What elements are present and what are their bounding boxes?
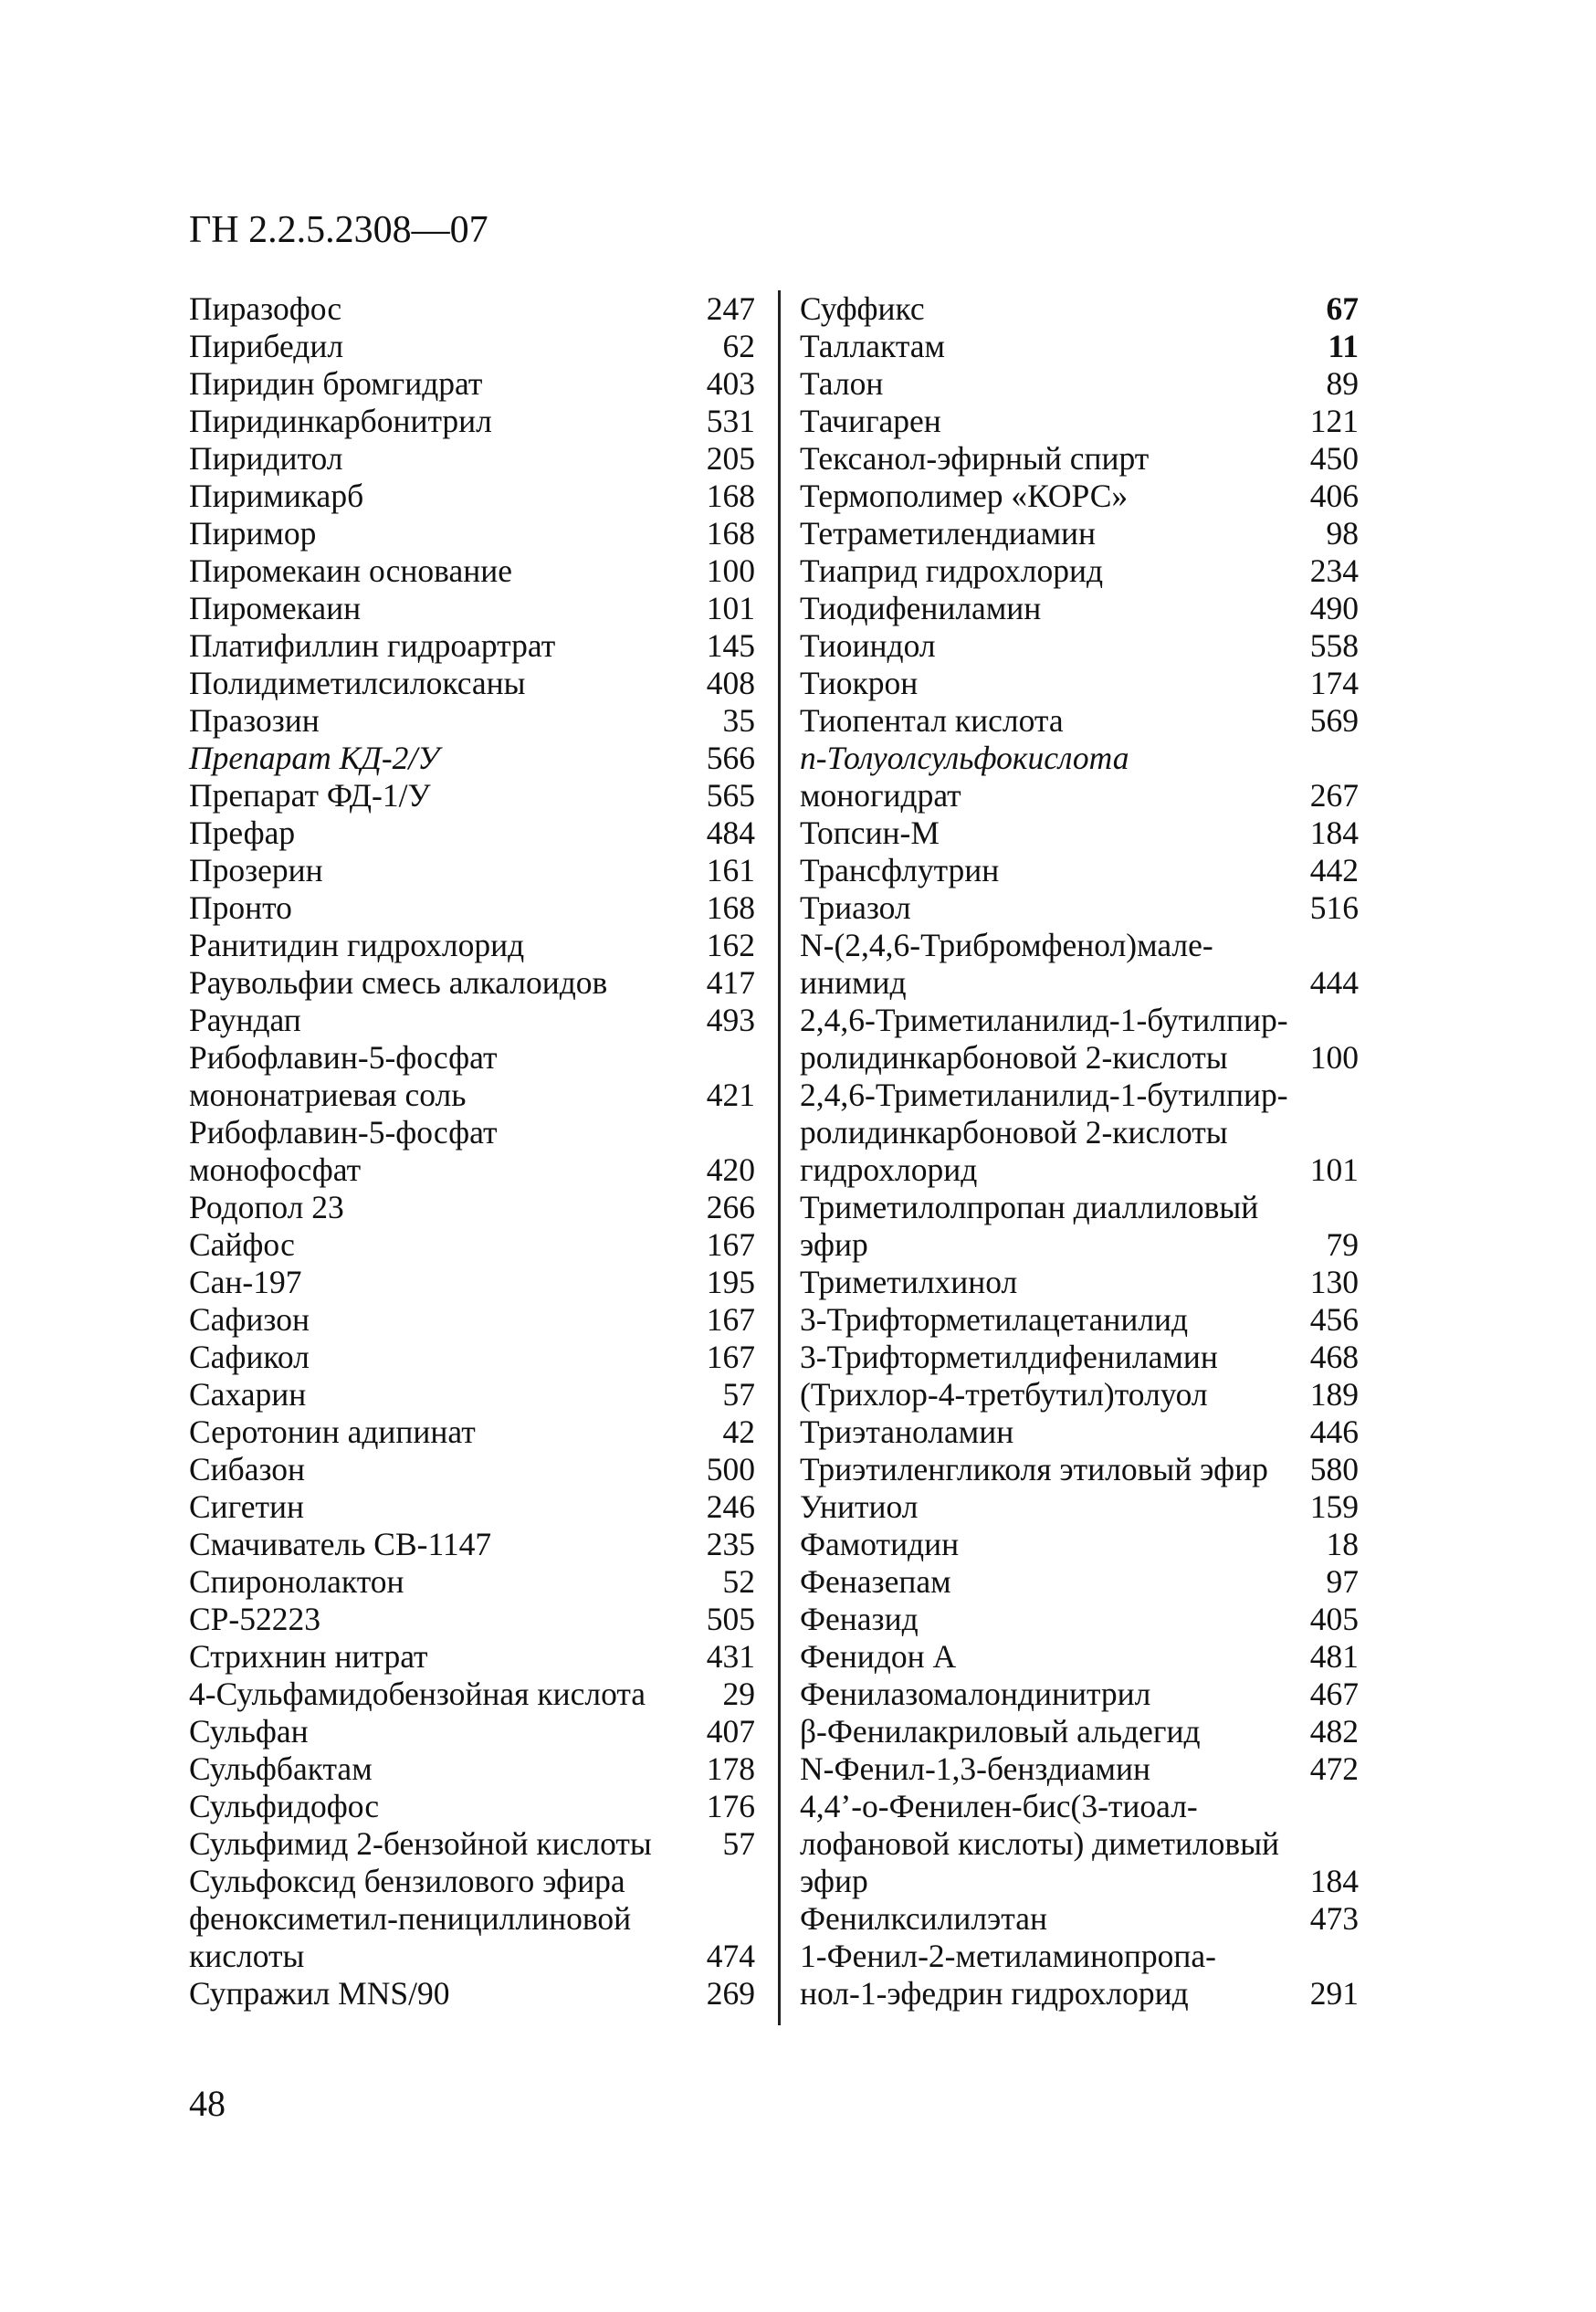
index-entry: [189, 702, 755, 740]
index-entry: [189, 1114, 755, 1189]
entry-name: 4-Сульфамидобензойная кислота: [189, 1676, 646, 1712]
index-entry: [189, 478, 755, 515]
entry-name: Фенидон А: [800, 1638, 957, 1675]
index-entry: [800, 1002, 1359, 1077]
index-entry: [800, 665, 1359, 702]
entry-name: Тексанол-эфирный спирт: [800, 440, 1150, 477]
entry-page-number: 484: [706, 814, 755, 851]
index-entry: [800, 1301, 1359, 1339]
entry-page-number: 57: [722, 1376, 755, 1413]
index-entry: [189, 1002, 755, 1039]
index-entry: [800, 1638, 1359, 1676]
entry-name: Сафизон: [189, 1301, 310, 1338]
entry-page-number: 52: [722, 1563, 755, 1600]
entry-name: Суффикс: [800, 290, 925, 327]
entry-name: Тиокрон: [800, 665, 919, 701]
entry-name: Сайфос: [189, 1226, 295, 1263]
index-entry: [189, 1039, 755, 1114]
index-entry: [800, 328, 1359, 365]
entry-name: Унитиол: [800, 1488, 919, 1525]
index-entry: [189, 1488, 755, 1526]
index-entry: [189, 964, 755, 1002]
entry-page-number: 184: [1309, 814, 1359, 851]
entry-page-number: 417: [706, 964, 755, 1001]
index-entry: [800, 814, 1359, 852]
entry-page-number: 100: [1309, 1039, 1359, 1076]
entry-page-number: 569: [1309, 702, 1359, 739]
entry-page-number: 467: [1309, 1676, 1359, 1712]
entry-name: 2,4,6-Триметиланилид-1-бутилпир- ролидинкарбоновой 2-кислоты гидрохлорид: [800, 1077, 1288, 1188]
entry-page-number: 101: [706, 590, 755, 626]
index-entry: [800, 552, 1359, 590]
entry-name: Сульфоксид бензилового эфира феноксиметил-пенициллиновой кислоты: [189, 1863, 632, 1974]
entry-page-number: 482: [1309, 1713, 1359, 1750]
entry-name: Тиопентал кислота: [800, 702, 1064, 739]
entry-page-number: 431: [706, 1638, 755, 1675]
index-entry: [800, 1938, 1359, 2012]
entry-page-number: 235: [706, 1526, 755, 1562]
index-entry: [189, 1376, 755, 1413]
entry-page-number: 516: [1309, 889, 1359, 926]
entry-page-number: 205: [706, 440, 755, 477]
entry-name: Стрихнин нитрат: [189, 1638, 428, 1675]
index-entry: [800, 1189, 1359, 1264]
entry-name: СР-52223: [189, 1601, 320, 1637]
column-divider: [778, 290, 781, 2025]
entry-page-number: 468: [1309, 1339, 1359, 1375]
entry-name: Таллактам: [800, 328, 946, 364]
index-entry: [189, 440, 755, 478]
index-entry: [800, 403, 1359, 440]
entry-page-number: 167: [706, 1301, 755, 1338]
entry-page-number: 405: [1309, 1601, 1359, 1637]
entry-name: Термополимер «КОРС»: [800, 478, 1129, 514]
entry-name: Трансфлутрин: [800, 852, 1000, 888]
entry-name: Сафикол: [189, 1339, 310, 1375]
entry-name: Фенилксилилэтан: [800, 1900, 1047, 1937]
entry-name: Пиридинкарбонитрил: [189, 403, 492, 439]
index-entry: [800, 1676, 1359, 1713]
entry-name: Тиоиндол: [800, 627, 936, 664]
entry-name: Префар: [189, 814, 296, 851]
entry-page-number: 168: [706, 889, 755, 926]
entry-page-number: 472: [1309, 1750, 1359, 1787]
entry-page-number: 145: [706, 627, 755, 664]
index-entry: [800, 1077, 1359, 1189]
index-entry: [189, 1339, 755, 1376]
entry-page-number: 18: [1326, 1526, 1359, 1562]
entry-name: Сан-197: [189, 1264, 302, 1300]
index-entry: [800, 889, 1359, 927]
entry-page-number: 29: [722, 1676, 755, 1712]
entry-page-number: 456: [1309, 1301, 1359, 1338]
entry-page-number: 266: [706, 1189, 755, 1225]
index-entry: [189, 1226, 755, 1264]
index-column-left: [189, 290, 755, 2012]
entry-page-number: 269: [706, 1975, 755, 2012]
entry-page-number: 565: [706, 777, 755, 814]
entry-name: п-Толуолсульфокислота: [800, 740, 1129, 776]
entry-page-number: 195: [706, 1264, 755, 1300]
entry-page-number: 407: [706, 1713, 755, 1750]
index-entry: [189, 328, 755, 365]
document-header: ГН 2.2.5.2308—07: [189, 209, 488, 251]
entry-page-number: 566: [706, 740, 755, 776]
index-entry: [189, 403, 755, 440]
entry-page-number: 98: [1326, 515, 1359, 552]
entry-page-number: 246: [706, 1488, 755, 1525]
index-entry: [800, 627, 1359, 665]
entry-name: Сульфбактам: [189, 1750, 373, 1787]
index-entry: [800, 852, 1359, 889]
index-entry: [800, 440, 1359, 478]
entry-page-number: 35: [722, 702, 755, 739]
entry-page-number: 473: [1309, 1900, 1359, 1937]
entry-page-number: 446: [1309, 1413, 1359, 1450]
entry-page-number: 505: [706, 1601, 755, 1637]
entry-name: Тетраметилендиамин: [800, 515, 1097, 552]
entry-name: N-Фенил-1,3-бенздиамин: [800, 1750, 1150, 1787]
entry-name: Пирибедил: [189, 328, 344, 364]
entry-name: Сибазон: [189, 1451, 306, 1487]
entry-page-number: 57: [722, 1825, 755, 1862]
entry-page-number: 558: [1309, 627, 1359, 664]
entry-page-number: 121: [1309, 403, 1359, 439]
entry-name: Полидиметилсилоксаны: [189, 665, 526, 701]
index-entry: [800, 740, 1359, 777]
entry-name: Тачигарен: [800, 403, 941, 439]
entry-name: Сахарин: [189, 1376, 307, 1413]
entry-name: Триазол: [800, 889, 911, 926]
index-entry: [800, 1563, 1359, 1601]
entry-name: Сульфимид 2-бензойной кислоты: [189, 1825, 652, 1862]
entry-name: Спиронолактон: [189, 1563, 404, 1600]
entry-name: Препарат ФД-1/У: [189, 777, 431, 814]
entry-page-number: 420: [706, 1151, 755, 1188]
index-entry: [189, 1750, 755, 1788]
entry-page-number: 67: [1326, 290, 1359, 327]
entry-page-number: 247: [706, 290, 755, 327]
entry-name: Пиримор: [189, 515, 317, 552]
entry-name: Ранитидин гидрохлорид: [189, 927, 525, 963]
entry-name: 1-Фенил-2-метиламинопропа- нол-1-эфедрин гидрохлорид: [800, 1938, 1216, 2012]
entry-name: Пиримикарб: [189, 478, 364, 514]
index-entry: [800, 290, 1359, 328]
index-entry: [189, 627, 755, 665]
index-entry: [189, 1863, 755, 1975]
entry-name: Смачиватель СВ-1147: [189, 1526, 492, 1562]
entry-name: Платифиллин гидроартрат: [189, 627, 556, 664]
entry-name: 4,4’-о-Фенилен-бис(3-тиоал- лофановой кислоты) диметиловый эфир: [800, 1788, 1280, 1899]
entry-page-number: 168: [706, 515, 755, 552]
index-entry: [189, 1788, 755, 1825]
index-entry: [189, 665, 755, 702]
index-entry: [189, 927, 755, 964]
entry-page-number: 101: [1309, 1151, 1359, 1188]
entry-name: Родопол 23: [189, 1189, 344, 1225]
entry-name: Тиаприд гидрохлорид: [800, 552, 1104, 589]
index-column-right: [800, 290, 1359, 2012]
index-entry: [800, 1376, 1359, 1413]
entry-name: Топсин-М: [800, 814, 940, 851]
index-entry: [189, 1676, 755, 1713]
index-entry: [189, 852, 755, 889]
index-entry: [800, 927, 1359, 1002]
entry-page-number: 580: [1309, 1451, 1359, 1487]
index-entry: [800, 1488, 1359, 1526]
entry-page-number: 408: [706, 665, 755, 701]
entry-page-number: 176: [706, 1788, 755, 1824]
index-entry: [189, 1264, 755, 1301]
index-entry: [189, 740, 755, 777]
entry-page-number: 42: [722, 1413, 755, 1450]
entry-page-number: 291: [1309, 1975, 1359, 2012]
entry-name: Пиромекаин: [189, 590, 362, 626]
entry-page-number: 450: [1309, 440, 1359, 477]
entry-page-number: 168: [706, 478, 755, 514]
entry-page-number: 500: [706, 1451, 755, 1487]
entry-page-number: 234: [1309, 552, 1359, 589]
entry-page-number: 493: [706, 1002, 755, 1038]
index-entry: [800, 702, 1359, 740]
entry-name: Раундап: [189, 1002, 301, 1038]
entry-name: 2,4,6-Триметиланилид-1-бутилпир- ролидинкарбоновой 2-кислоты: [800, 1002, 1288, 1076]
entry-page-number: 178: [706, 1750, 755, 1787]
index-entry: [189, 777, 755, 814]
index-entry: [189, 889, 755, 927]
entry-name: Празозин: [189, 702, 320, 739]
page-number: 48: [189, 2083, 226, 2124]
index-entry: [189, 1713, 755, 1750]
entry-page-number: 79: [1326, 1226, 1359, 1263]
index-entry: [189, 1301, 755, 1339]
index-entry: [189, 1451, 755, 1488]
entry-page-number: 406: [1309, 478, 1359, 514]
index-entry: [189, 365, 755, 403]
entry-name: Триметилхинол: [800, 1264, 1018, 1300]
index-entry: [189, 515, 755, 552]
index-entry: [189, 552, 755, 590]
index-entry: [800, 1413, 1359, 1451]
entry-page-number: 11: [1328, 328, 1359, 364]
entry-name: Феназепам: [800, 1563, 951, 1600]
entry-name: Прозерин: [189, 852, 323, 888]
index-entry: [189, 1825, 755, 1863]
entry-name: Феназид: [800, 1601, 919, 1637]
entry-name: Фенилазомалондинитрил: [800, 1676, 1151, 1712]
index-entry: [800, 1526, 1359, 1563]
entry-name: Пиридитол: [189, 440, 343, 477]
entry-name: Раувольфии смесь алкалоидов: [189, 964, 608, 1001]
entry-name: Пиромекаин основание: [189, 552, 512, 589]
entry-page-number: 161: [706, 852, 755, 888]
entry-name: Препарат КД-2/У: [189, 740, 440, 776]
index-entry: [800, 365, 1359, 403]
entry-name: Супражил MNS/90: [189, 1975, 450, 2012]
entry-name: 3-Трифторметилацетанилид: [800, 1301, 1189, 1338]
index-entry: [189, 590, 755, 627]
entry-page-number: 89: [1326, 365, 1359, 402]
entry-page-number: 62: [722, 328, 755, 364]
index-entry: [800, 515, 1359, 552]
entry-name: 3-Трифторметилдифениламин: [800, 1339, 1218, 1375]
entry-name: Пронто: [189, 889, 292, 926]
entry-page-number: 474: [706, 1938, 755, 1974]
entry-page-number: 167: [706, 1226, 755, 1263]
entry-page-number: 189: [1309, 1376, 1359, 1413]
entry-page-number: 100: [706, 552, 755, 589]
entry-page-number: 531: [706, 403, 755, 439]
index-entry: [800, 1339, 1359, 1376]
entry-page-number: 267: [1309, 777, 1359, 814]
entry-name: Триэтиленгликоля этиловый эфир: [800, 1451, 1268, 1487]
entry-page-number: 442: [1309, 852, 1359, 888]
entry-name: Пиразофос: [189, 290, 342, 327]
index-entry: [189, 1413, 755, 1451]
entry-page-number: 97: [1326, 1563, 1359, 1600]
entry-name: Серотонин адипинат: [189, 1413, 476, 1450]
index-entry: [800, 1900, 1359, 1938]
entry-name: Пиридин бромгидрат: [189, 365, 483, 402]
entry-name: Рибофлавин-5-фосфат мононатриевая соль: [189, 1039, 498, 1113]
entry-name: Триэтаноламин: [800, 1413, 1014, 1450]
entry-name: (Трихлор-4-третбутил)толуол: [800, 1376, 1208, 1413]
index-entry: [800, 1601, 1359, 1638]
index-entry: [800, 590, 1359, 627]
index-entry: [800, 777, 1359, 814]
entry-page-number: 162: [706, 927, 755, 963]
index-entry: [189, 1563, 755, 1601]
entry-page-number: 481: [1309, 1638, 1359, 1675]
entry-name: Сульфидофос: [189, 1788, 380, 1824]
entry-page-number: 421: [706, 1077, 755, 1113]
index-entry: [189, 290, 755, 328]
entry-name: Рибофлавин-5-фосфат монофосфат: [189, 1114, 498, 1188]
entry-name: Сигетин: [189, 1488, 305, 1525]
index-entry: [189, 1189, 755, 1226]
entry-page-number: 184: [1309, 1863, 1359, 1899]
index-entry: [189, 1601, 755, 1638]
entry-page-number: 403: [706, 365, 755, 402]
index-entry: [800, 1750, 1359, 1788]
entry-page-number: 444: [1309, 964, 1359, 1001]
entry-name: Талон: [800, 365, 884, 402]
entry-page-number: 167: [706, 1339, 755, 1375]
entry-page-number: 490: [1309, 590, 1359, 626]
entry-name: моногидрат: [800, 777, 961, 814]
entry-page-number: 174: [1309, 665, 1359, 701]
index-entry: [800, 1451, 1359, 1488]
entry-name: Фамотидин: [800, 1526, 960, 1562]
entry-name: Сульфан: [189, 1713, 309, 1750]
index-entry: [189, 1526, 755, 1563]
index-entry: [800, 1788, 1359, 1900]
entry-name: Тиодифениламин: [800, 590, 1042, 626]
index-entry: [800, 478, 1359, 515]
entry-page-number: 159: [1309, 1488, 1359, 1525]
index-entry: [800, 1713, 1359, 1750]
entry-name: β-Фенилакриловый альдегид: [800, 1713, 1201, 1750]
entry-name: N-(2,4,6-Трибромфенол)мале- инимид: [800, 927, 1213, 1001]
index-entry: [189, 1975, 755, 2012]
entry-name: Триметилолпропан диаллиловый эфир: [800, 1189, 1259, 1263]
index-entry: [800, 1264, 1359, 1301]
index-entry: [189, 1638, 755, 1676]
entry-page-number: 130: [1309, 1264, 1359, 1300]
index-entry: [189, 814, 755, 852]
